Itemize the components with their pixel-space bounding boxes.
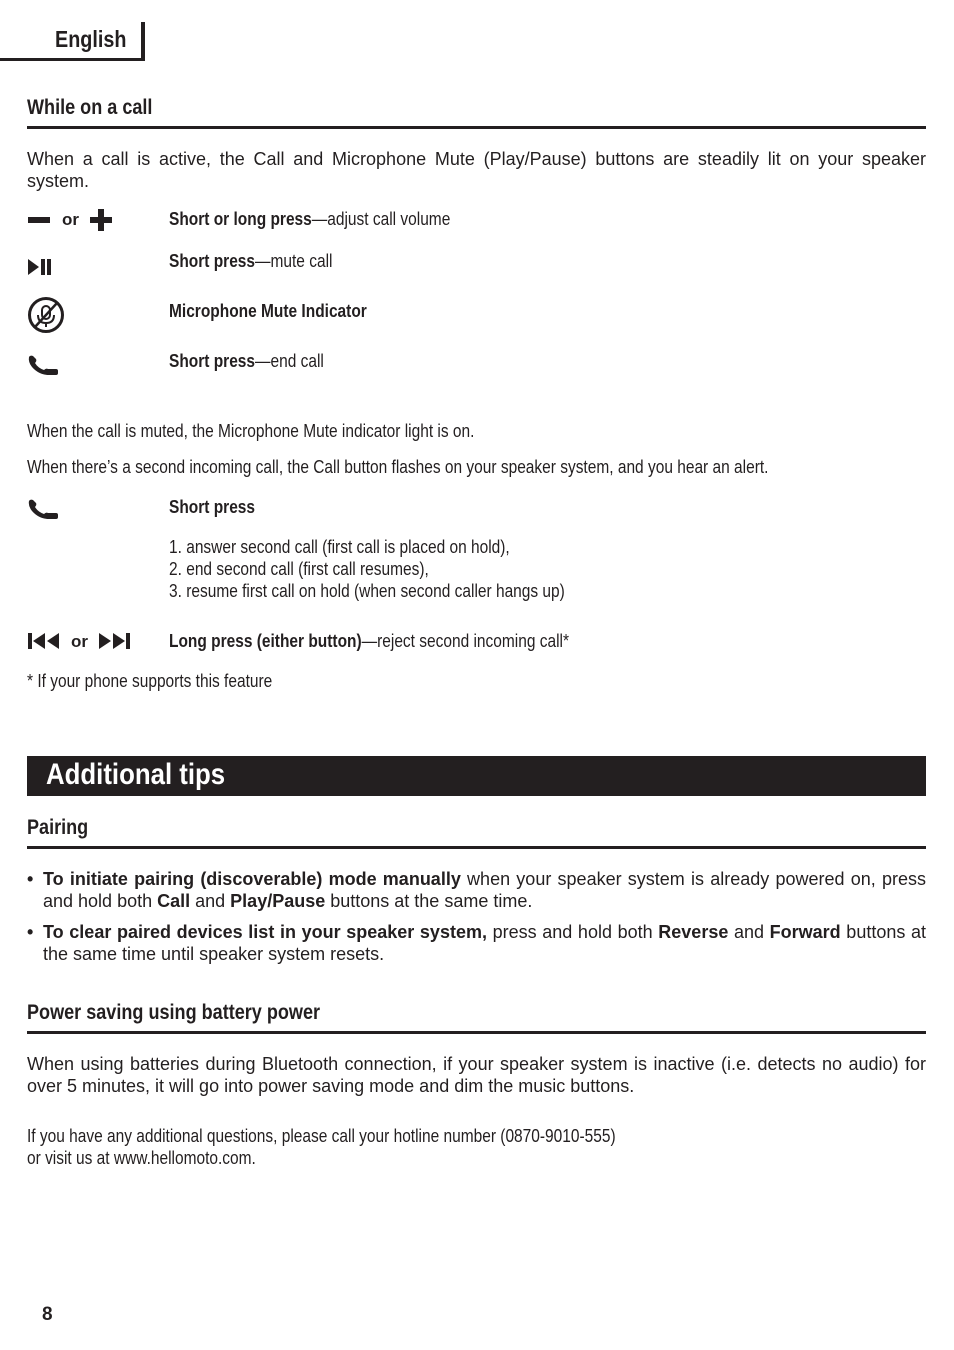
muted-note: When the call is muted, the Microphone Mute indicator light is on. bbox=[27, 421, 475, 441]
additional-tips-banner bbox=[27, 756, 926, 796]
skip-forward-icon bbox=[97, 632, 131, 655]
section-header-pairing bbox=[27, 816, 926, 849]
bullet-item-clear-devices bbox=[27, 921, 926, 965]
bullet-item-pairing-mode bbox=[27, 868, 926, 912]
bullet-text: To initiate pairing (discoverable) mode manually when your speaker system is already powered on, press and hold both Call and Play/Pause buttons at the same time. bbox=[43, 869, 927, 911]
second-call-note: When there’s a second incoming call, the Call button flashes on your speaker system, and you hear an alert. bbox=[27, 457, 769, 477]
section-title: Pairing bbox=[27, 816, 89, 839]
bullet-marker: • bbox=[27, 922, 34, 942]
plus-icon bbox=[89, 208, 113, 237]
list-item: 2. end second call (first call resumes), bbox=[169, 559, 429, 579]
or-label: or bbox=[71, 632, 88, 651]
phone-handset-icon bbox=[27, 498, 59, 525]
action-row-second-call bbox=[27, 496, 926, 526]
action-description: Short press—mute call bbox=[169, 251, 333, 271]
bullet-text: To clear paired devices list in your speaker system, press and hold both Reverse and Forward buttons at the same time until speaker system resets. bbox=[43, 922, 927, 964]
power-saving-paragraph: When using batteries during Bluetooth connection, if your speaker system is inactive (i.e. detects no audio) for over 5 minutes, it will go into power saving mode and dim the music buttons. bbox=[27, 1054, 926, 1096]
section-header-while-on-call bbox=[27, 96, 926, 129]
list-item: 1. answer second call (first call is placed on hold), bbox=[169, 537, 510, 557]
call-intro-paragraph: When a call is active, the Call and Microphone Mute (Play/Pause) buttons are steadily lit on your speaker system. bbox=[27, 149, 926, 191]
action-row-mute bbox=[27, 250, 926, 280]
phone-handset-icon bbox=[27, 354, 59, 381]
section-title: Power saving using battery power bbox=[27, 1001, 321, 1024]
language-tab bbox=[0, 22, 145, 61]
action-description: Short press bbox=[169, 497, 256, 517]
footnote: * If your phone supports this feature bbox=[27, 671, 273, 691]
minus-icon bbox=[27, 208, 51, 237]
action-description: Short press—end call bbox=[169, 351, 324, 371]
action-row-end-call bbox=[27, 350, 926, 380]
section-header-power-saving bbox=[27, 1001, 926, 1034]
play-pause-icon bbox=[27, 258, 53, 281]
action-row-volume bbox=[27, 208, 926, 238]
banner-title: Additional tips bbox=[46, 758, 226, 791]
page-number: 8 bbox=[42, 1304, 53, 1325]
or-label: or bbox=[62, 210, 79, 229]
list-item: 3. resume first call on hold (when second caller hangs up) bbox=[169, 581, 565, 601]
action-description: Long press (either button)—reject second incoming call* bbox=[169, 631, 570, 651]
skip-back-icon bbox=[27, 632, 61, 655]
action-description: Short or long press—adjust call volume bbox=[169, 209, 451, 229]
action-description: Microphone Mute Indicator bbox=[169, 301, 367, 321]
bullet-marker: • bbox=[27, 869, 34, 889]
action-row-reject bbox=[27, 630, 926, 660]
section-title: While on a call bbox=[27, 96, 153, 119]
language-label: English bbox=[55, 26, 127, 52]
microphone-mute-indicator-icon bbox=[27, 296, 65, 339]
action-row-mic-indicator bbox=[27, 296, 926, 326]
contact-paragraph: If you have any additional questions, please call your hotline number (0870-9010-555) or visit us at www.hellomoto.com. bbox=[27, 1126, 616, 1168]
second-call-steps bbox=[169, 536, 629, 602]
